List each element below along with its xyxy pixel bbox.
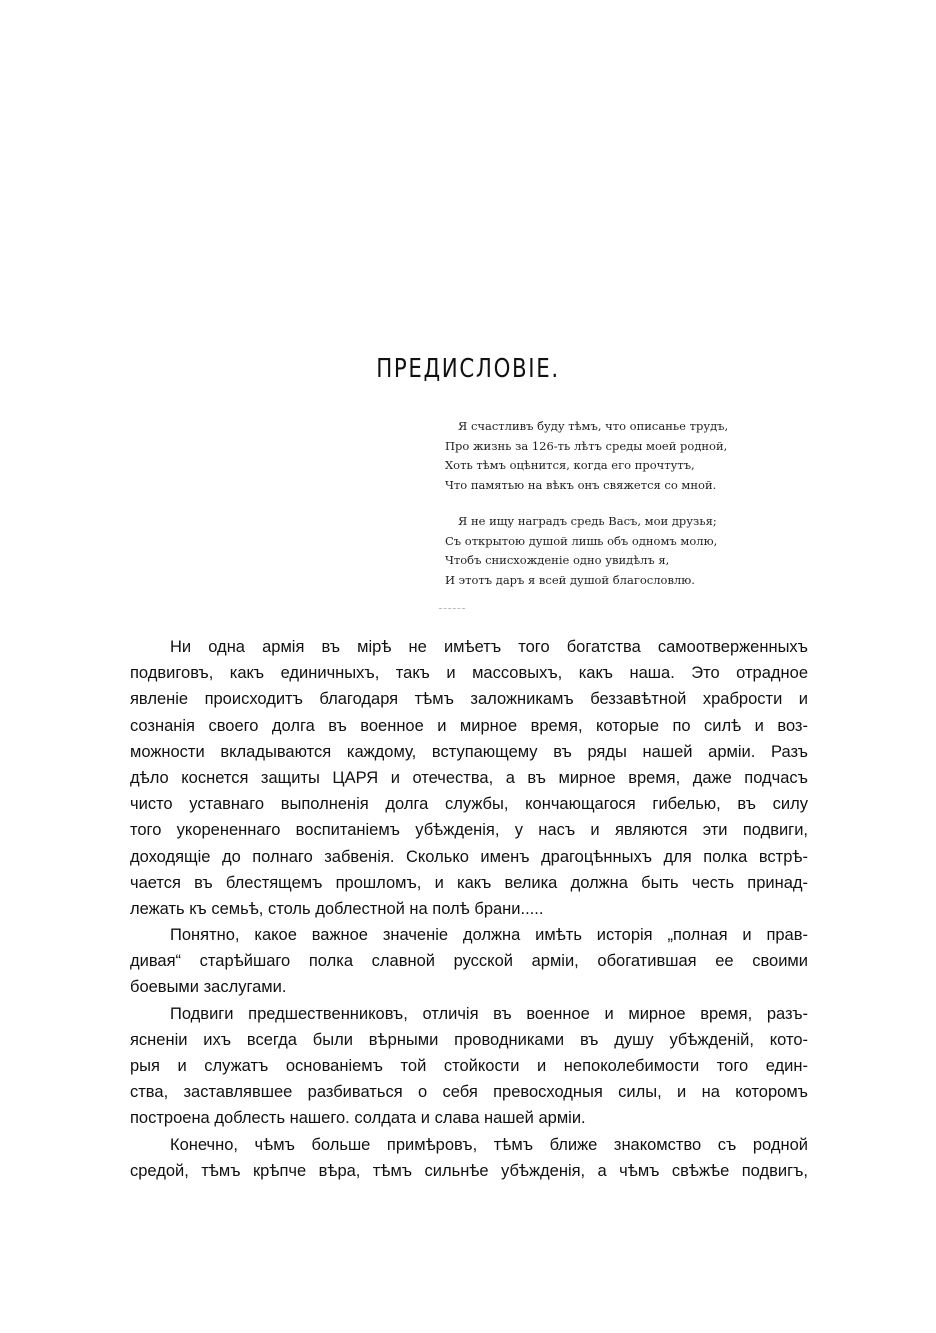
text-line: боевыми заслугами. (130, 978, 287, 997)
epigraph-stanza (445, 417, 805, 495)
paragraph (130, 634, 808, 922)
text-line: рыя и служатъ основаніемъ той стойкости и непоколебимости того един- (130, 1057, 808, 1075)
text-line: доходящіе до полнаго забвенія. Сколько именъ драгоцѣнныхъ для полка встрѣ- (130, 847, 808, 866)
epigraph (445, 417, 805, 607)
separator-mark (439, 608, 465, 609)
text-line: сознанія своего долга въ военное и мирное время, которые по силѣ и воз- (130, 716, 808, 735)
text-line: ясненіи ихъ всегда были вѣрными проводниками въ душу убѣжденій, кото- (130, 1030, 808, 1049)
verse-line: Я счастливъ буду тѣмъ, что описанье трудъ, (458, 419, 729, 433)
text-line: Ни одна армія въ мірѣ не имѣетъ того богатства самоотверженныхъ (170, 638, 808, 656)
text-line: явленіе происходитъ благодаря тѣмъ заложникамъ беззавѣтной храбрости и (130, 690, 808, 709)
text-line: Конечно, чѣмъ больше примѣровъ, тѣмъ ближе знакомство съ родной (170, 1135, 808, 1154)
text-line: можности вкладываются каждому, вступающему въ ряды нашей арміи. Разъ (130, 742, 808, 761)
text-line: чается въ блестящемъ прошломъ, и какъ велика должна быть честь принад- (130, 873, 808, 892)
text-line: того укорененнаго воспитаніемъ убѣжденія, у насъ и являются эти подвиги, (130, 821, 808, 840)
text-line: дѣло коснется защиты ЦАРЯ и отечества, а въ мирное время, даже подчасъ (130, 768, 808, 787)
verse-line: Про жизнь за 126-ть лѣтъ среды моей родной, (445, 438, 728, 453)
text-line: ства, заставлявшее разбиваться о себя превосходныя силы, и на которомъ (130, 1083, 808, 1102)
paragraph (130, 1132, 808, 1184)
text-line: дивая“ старѣйшаго полка славной русской арміи, обогатившая ее своими (130, 952, 808, 971)
verse-line: Чтобъ снисхожденіе одно увидѣлъ я, (445, 553, 670, 567)
verse-line: И этотъ даръ я всей душой благословлю. (445, 572, 695, 587)
verse-line: Что памятью на вѣкъ онъ свяжется со мной. (445, 477, 717, 492)
text-line: лежать къ семьѣ, столь доблестной на полѣ брани..... (130, 899, 544, 918)
text-line: Подвиги предшественниковъ, отличія въ военное и мирное время, разъ- (170, 1004, 808, 1023)
epigraph-stanza (445, 512, 805, 590)
verse-line: Хоть тѣмъ оцѣнится, когда его прочтутъ, (445, 458, 695, 472)
text-line: средой, тѣмъ крѣпче вѣра, тѣмъ сильнѣе убѣжденія, а чѣмъ свѣжѣе подвигъ, (130, 1161, 808, 1180)
paragraph (130, 922, 808, 1001)
text-line: чисто уставнаго выполненія долга службы, кончающагося гибелью, въ силу (130, 795, 808, 814)
page-title: ПРЕДИСЛОВІЕ. (376, 354, 560, 384)
body-text (130, 634, 808, 1184)
verse-line: Я не ищу наградъ средь Васъ, мои друзья; (458, 514, 717, 528)
paragraph (130, 1001, 808, 1132)
verse-line: Съ открытою душой лишь объ одномъ молю, (445, 533, 718, 548)
text-line: Понятно, какое важное значеніе должна имѣть исторія „полная и прав- (170, 926, 808, 945)
text-line: подвиговъ, какъ единичныхъ, такъ и массовыхъ, какъ наша. Это отрадное (130, 664, 808, 683)
text-line: построена доблесть нашего. солдата и слава нашей арміи. (130, 1109, 586, 1128)
